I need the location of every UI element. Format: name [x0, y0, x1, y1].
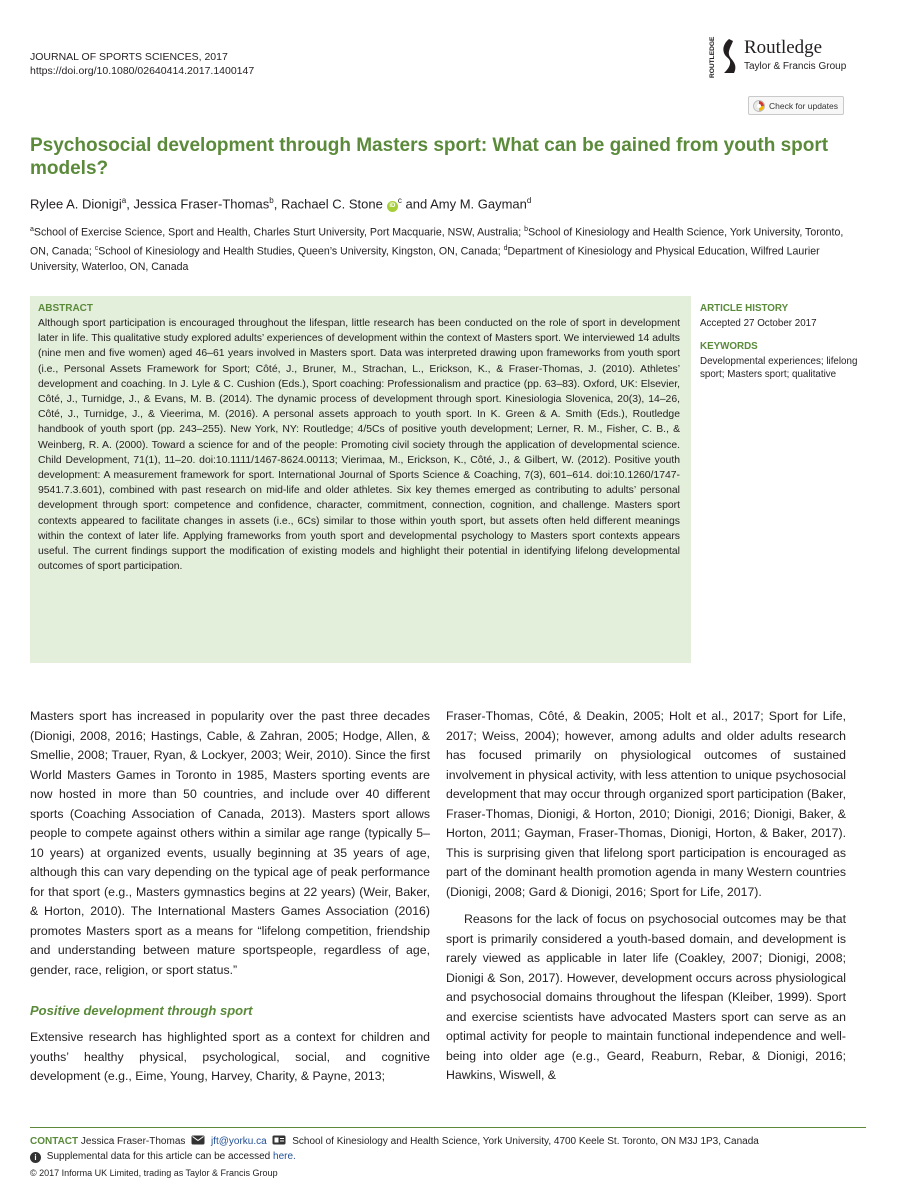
publisher-block — [704, 34, 854, 82]
affiliation-text: School of Exercise Science, Sport and Health, Charles Sturt University, Port Macquarie, NSW, Australia; — [33, 226, 525, 239]
contact-line — [30, 1134, 870, 1149]
article-history-heading: ARTICLE HISTORY — [700, 303, 789, 314]
check-for-updates-label: Check for updates — [769, 100, 838, 111]
author-affiliation-mark: d — [526, 196, 532, 205]
section-heading: Positive development through sport — [30, 1003, 253, 1018]
author-separator: and — [401, 196, 431, 212]
article-history — [700, 302, 860, 330]
affiliation-text: School of Kinesiology and Health Studies, Queen’s University, Kingston, ON, Canada; — [98, 245, 504, 258]
abstract-heading: ABSTRACT — [38, 303, 93, 314]
doi-link[interactable]: https://doi.org/10.1080/02640414.2017.1400147 — [30, 65, 255, 77]
body-column-left — [30, 707, 430, 1087]
copyright-notice: © 2017 Informa UK Limited, trading as Taylor & Francis Group — [30, 1168, 278, 1178]
affiliation-mark: a — [30, 226, 34, 233]
info-icon: i — [30, 1152, 41, 1163]
contact-name: Jessica Fraser-Thomas — [80, 1136, 186, 1147]
contact-address: School of Kinesiology and Health Science, York University, 4700 Keele St. Toronto, ON M3J 1P3, Canada — [292, 1136, 759, 1147]
abstract-box — [30, 296, 691, 663]
svg-text:ROUTLEDGE: ROUTLEDGE — [709, 36, 716, 78]
keywords-text: Developmental experiences; lifelong sport; Masters sport; qualitative — [700, 355, 858, 380]
body-paragraph: Masters sport has increased in popularity over the past three decades (Dionigi, 2008, 2016; Hastings, Cable, & Zahran, 2005; Hodge, Allen, & Smellie, 2008; Trauer, Ryan, & Lockyer, 2003; Weir, 2010). Since the first World Masters Games in Toronto in 1985, Masters sporting events are now hosted in more than 50 countries, and include over 40 different sports (Coaching Association of Canada, 2013). Masters sport allows people to compete against others within a similar age range (typically 5–10 years) at organized events, usually beginning at 35 years of age, although this can vary depending on the typical age of peak performance for that sport (e.g., Masters gymnastics begins at 22 years) (Weir, Baker, & Horton, 2010). The International Masters Games Association (2016) promotes Masters sport as a means for “lifelong competition, friendship and understanding between mature sportspeople, regardless of age, gender, race, religion, or sport status.” — [30, 709, 430, 977]
affiliation-text: School of Kinesiology and Health Science, York University, Toronto, ON, Canada; — [30, 226, 844, 258]
body-paragraph: Extensive research has highlighted sport as a context for children and youths’ healthy physical, psychological, social, and cognitive development (e.g., Eime, Young, Harvey, Charity, & Payne, 2013; — [30, 1030, 430, 1083]
publisher-name: Routledge — [744, 37, 823, 58]
routledge-logo-icon — [719, 38, 739, 74]
article-history-text: Accepted 27 October 2017 — [700, 317, 817, 329]
affiliation-mark: d — [503, 244, 508, 252]
author-list — [30, 192, 531, 213]
affiliation-text: Department of Kinesiology and Physical Education, Wilfred Laurier University, Waterloo, ON, Canada — [30, 245, 820, 274]
email-icon — [191, 1135, 205, 1145]
affiliations — [30, 222, 860, 275]
body-column-right — [446, 707, 846, 1086]
journal-name: JOURNAL OF SPORTS SCIENCES, 2017 — [30, 51, 228, 63]
contact-label: CONTACT — [30, 1136, 79, 1147]
author-affiliation-mark: c — [397, 196, 402, 205]
abstract-text: Although sport participation is encouraged throughout the lifespan, little research has been conducted on the role of sport in development later in life. This qualitative study explored adults’ experiences of development within the context of Masters sport. We interviewed 14 adults (nine men and five women) aged 46–61 years involved in Masters sport. Data was interpreted drawing upon frameworks from youth sport (i.e., Personal Assets Framework for Sport; Côté, J., Bruner, M., Strachan, L., Erickson, K., & Fraser-Thomas, J. (2010). Athletes’ development and coaching. In J. Lyle & C. Cushion (Eds.), Sport coaching: Professionalism and practice (pp. 63–83). Oxford, UK: Elsevier, Côté, J., Turnidge, J., & Evans, M. B. (2014). The dynamic process of development through sport. Kinesiologia Slovenica, 20(3), 14–26, Côté, J., Turnidge, J., & Vieerima, M. (2016). A personal assets approach to youth sport. In K. Green & A. Smith (Eds.), Routledge handbook of youth sport (pp. 243–255). New York, NY: Routledge; 4/5Cs of positive youth development; Lerner, R. M., Fisher, C. B., & Weinberg, R. A. (2000). Toward a science for and of the people: Promoting civil society through the application of developmental science. Child Development, 71(1), 11–20. doi:10.1111/1467-8624.00113; Vierimaa, M., Erickson, K., Côté, J., & Gilbert, W. (2012). Positive youth development: A measurement framework for sport. International Journal of Sports Science & Coaching, 7(3), 601–614. doi:10.1260/1747-9541.7.3.601), combined with past research on mid-life and older athletes. Six key themes emerged as contributing to adults’ personal development through sport: competence and confidence, character, commitment, connection, cognition, and challenge. Masters sport contexts appeared to facilitate changes in assets (i.e., 6Cs) similar to those within youth sport, but assets often held different meanings within the context of later life. Applying frameworks from youth sport and developmental psychology to Masters sport contexts appears useful. The current findings support the modification of existing models and highlight their potential in identifying lifelong developmental outcomes of sport participation. — [38, 318, 680, 573]
author-separator: , — [126, 196, 134, 212]
author-separator: , — [273, 196, 281, 212]
author-name: Jessica Fraser-Thomas — [133, 196, 270, 212]
body-paragraph: Fraser-Thomas, Côté, & Deakin, 2005; Holt et al., 2017; Sport for Life, 2017; Weiss, 2004); however, among adults and older adults research has focused primarily on physiological outcomes of sustained involvement in physical activity, with less attention to unique psychosocial development that may occur through organized sport participation (Baker, Fraser-Thomas, Dionigi, & Horton, 2010; Dionigi, 2016; Dionigi, Baker, & Horton, 2011; Gayman, Fraser-Thomas, Dionigi, Horton, & Baker, 2017). This is surprising given that lifelong sport participation is encouraged as part of the dominant health promotion agenda in many Western countries (Dionigi, 2008; Gard & Dionigi, 2016; Sport for Life, 2017). — [446, 709, 846, 899]
address-icon — [272, 1135, 286, 1145]
keywords — [700, 340, 860, 382]
orcid-icon[interactable]: iD — [387, 201, 398, 212]
supplemental-link[interactable]: here. — [273, 1151, 296, 1162]
author-affiliation-mark: b — [269, 196, 274, 205]
crossmark-icon — [753, 100, 765, 112]
body-paragraph: Reasons for the lack of focus on psychosocial outcomes may be that sport is primarily considered a youth-based domain, and development is rarely viewed as applicable in later life (Coakley, 2007; Dionigi, 2008; Dionigi & Son, 2017). However, development occurs across physiological and psychosocial domains throughout the lifespan (Kleiber, 1999). Sport and exercise scientists have advocated Masters sport can serve as an optimal activity for people to maintain functional independence and well-being into older age (e.g., Geard, Reaburn, Rebar, & Dionigi, 2016; Hawkins, Wiswell, & — [446, 912, 846, 1082]
journal-header — [30, 50, 254, 78]
keywords-heading: KEYWORDS — [700, 341, 758, 352]
author-affiliation-mark: a — [121, 196, 127, 205]
check-for-updates-button[interactable] — [748, 96, 844, 115]
author-name: Rylee A. Dionigi — [30, 196, 122, 212]
article-title: Psychosocial development through Masters sport: What can be gained from youth sport models? — [30, 135, 829, 179]
footer-divider — [30, 1127, 866, 1128]
article-sidebar — [700, 302, 860, 392]
publisher-vertical-label — [704, 36, 718, 78]
supplemental-note — [30, 1149, 296, 1164]
supplemental-text: Supplemental data for this article can be accessed — [46, 1151, 271, 1162]
affiliation-mark: b — [524, 226, 529, 233]
author-name: Amy M. Gayman — [430, 196, 527, 212]
contact-email-link[interactable]: jft@yorku.ca — [210, 1136, 267, 1147]
affiliation-mark: c — [94, 244, 99, 252]
publisher-group: Taylor & Francis Group — [744, 61, 847, 72]
author-name: Rachael C. Stone — [280, 196, 383, 212]
